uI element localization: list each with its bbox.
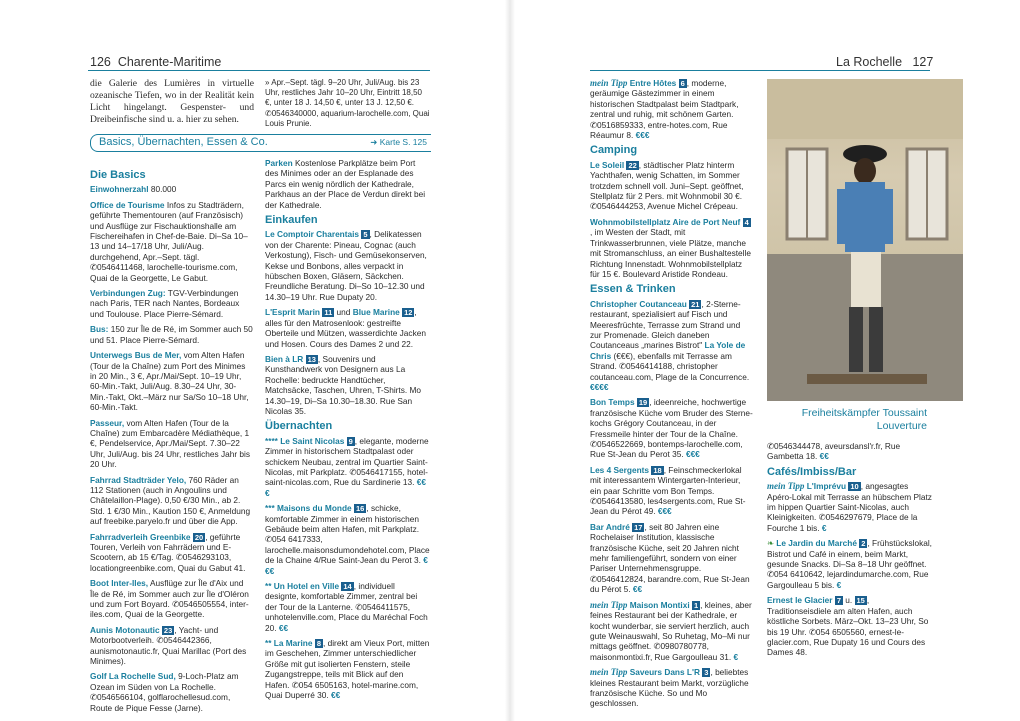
price: €€€ — [635, 130, 650, 141]
map-number-badge: 21 — [691, 299, 700, 309]
label: **** Le Saint Nicolas — [265, 435, 345, 446]
label: Fahrradverleih Greenbike — [90, 531, 191, 542]
price: €€€ — [685, 449, 700, 460]
map-number-badge: 2 — [861, 539, 866, 549]
label2: La Yole de Chris — [590, 340, 746, 361]
map-number-badge: 12 — [404, 308, 413, 318]
map-number-badge: 13 — [307, 354, 316, 364]
mein-tipp-badge: mein Tipp — [590, 599, 628, 610]
map-number-badge: 6 — [680, 79, 685, 88]
motonautic-entry — [90, 625, 253, 667]
map-reference-link[interactable]: ➜ Karte S. 125 — [370, 137, 427, 147]
text: , Yacht- und Motorbootverleih. ✆0546442366, aunismotonautic.fr, Quai Marillac (Port des Minimes). — [90, 624, 247, 667]
einkaufen-heading: Einkaufen — [265, 214, 318, 227]
label: ** La Marine — [265, 638, 313, 649]
basics-column — [90, 166, 253, 718]
text: vom Alten Hafen (Tour de la Chaîne) zum Embarcadère Médiathèque, 1 €, Pendelservice, Apr./Mai/Sept. 7.30–22 Uhr, Juli/Aug. bis 24 Uhr, restliches Jahr bis 20 Uhr. — [90, 417, 251, 470]
label: Maison Montixi — [629, 599, 690, 610]
text2: (€€€), ebenfalls mit Terrasse am Strand. ✆0546414188, christopher coutanceau.com, Plage de la Concurrence. — [590, 350, 750, 382]
statue-illustration — [767, 79, 963, 401]
book-gutter — [505, 0, 515, 721]
essen-heading: Essen & Trinken — [590, 283, 676, 296]
office-entry — [90, 200, 253, 283]
text: , Traditionseisdiele am alten Hafen, auch köstliche Sorbets. März–Okt. 13–23 Uhr, So bis 19 Uhr. ✆054 6505560, ernest-le-glacier.com, Rue Dupaty 16 und Cours des Dames 48. — [767, 595, 929, 658]
text: 150 zur Île de Ré, im Sommer auch 50 und 51. Place Pierre-Sémard. — [90, 324, 253, 345]
bus-entry — [90, 324, 253, 345]
label: Saveurs Dans L'R — [629, 667, 700, 678]
label2: Zug: — [147, 288, 166, 299]
bar-andre-entry — [590, 522, 753, 595]
price: €€ — [330, 690, 341, 701]
hotel-ville-entry — [265, 581, 430, 633]
text: , schicke, komfortable Zimmer in einem historischen Gebäude beim alten Hafen, mit Parkplatz. ✆054 6417333, larochelle.maisonsdumondehotel.com, Place de la Chaine 4/Rue Saint-Jean du Perot 3. — [265, 503, 430, 566]
label: Ernest le Glacier — [767, 595, 833, 606]
imprevu-entry — [767, 481, 932, 533]
aquarium-hours: » Apr.–Sept. tägl. 9–20 Uhr, Juli/Aug. bis 23 Uhr, restliches Jahr 10–20 Uhr, Eintritt 18,50 €, unter 18 J. 14,50 €, unter 13 J. 12,50 €. ✆0546340000, aquarium-larochelle.com, Quai Louis Prunie. — [265, 78, 430, 128]
label: Bien à LR — [265, 353, 304, 364]
cafes-column — [767, 441, 932, 663]
text: Ausflüge zur Île d'Aix und Île de Ré, im Sommer auch zur Île d'Oléron und zum Fort Boyard. ✆0546505554, inter-iles.com, Quai de la Georgette. — [90, 578, 249, 620]
text: , Delikatessen von der Charente: Pineau, Cognac (auch Verkostung), Fisch- und Gemüsekonserven, Kekse und Bonbons, alles verpackt in hübschen Boxen, Gläsern, Säckchen. Freundliche Beratung. Di–So 10–12.30 und 14.30–19 Uhr. Rue Dupaty 20. — [265, 229, 427, 302]
passeur-entry — [90, 418, 253, 470]
leaf-icon: ❧ — [767, 538, 774, 549]
label2: Blue Marine — [352, 307, 400, 318]
chapter-title-right: La Rochelle — [836, 55, 903, 69]
map-number-badge: 11 — [324, 308, 333, 318]
label: Le Comptoir Charentais — [265, 229, 360, 240]
map-number-badge: 4 — [744, 217, 749, 227]
map-number-badge: 14 — [343, 582, 352, 592]
boot-entry — [90, 578, 253, 620]
unterwegs-entry — [90, 350, 253, 412]
text: u. — [842, 595, 855, 606]
map-number-badge: 23 — [163, 625, 173, 635]
map-number-badge: 16 — [355, 504, 365, 514]
intro-paragraph: die Galerie des Lumières in virtuelle ozeanische Tiefen, wo in der Realität kein Licht hingelangt. Gespenster- und Dreibeinfische sind u. a. hier zu sehen. — [90, 78, 254, 125]
label2: La Rochelle Sud, — [108, 671, 176, 682]
label: Le Soleil — [590, 159, 625, 170]
label: Aunis Motonautic — [90, 624, 160, 635]
text: , elegante, moderne Zimmer in historischem Stadtpalast oder schickem Neubau, zentral im Quartier Saint-Nicolas, mit Parkplatz. ✆0546417155, hotel-saint-nicolas.com, Rue du Sardinerie 13. — [265, 435, 429, 488]
map-number-badge: 17 — [634, 522, 643, 532]
text: , angesagtes Apéro-Lokal mit Terrasse an hübschem Platz im hippen Quartier Saint-Nicolas, auch Kleinigkeiten. ✆0546297679, Place de la Fourche 1 bis. — [767, 481, 932, 533]
uebernachten-heading: Übernachten — [265, 420, 333, 433]
text: , Souvenirs und Kunsthandwerk von Designern aus La Rochelle: bedruckte Handtücher, Matchsäcke, Taschen, Uhren, T-Shirts. Mo 14.30–19, Di–Sa 10.30–18.30. Rue San Nicolas 35. — [265, 353, 422, 416]
value: 80.000 — [150, 184, 177, 195]
text: , im Westen der Stadt, mit Trinkwasserbrunnen, viele Plätze, manche mit Stromanschluss, an einer Bushaltestelle Richtung Innenstadt. Wohnmobilstellplatz für 15 €. Boulevard Aristide Rondeau. — [590, 227, 751, 279]
die-basics-heading: Die Basics — [90, 169, 146, 181]
esprit-entry — [265, 307, 430, 349]
text: , seit 80 Jahren eine Rochelaiser Institution, klassische französische Küche, seit 20 Jahren nicht mehr familiengeführt, sondern von einer Pariser Unternehmensgruppe. ✆0546412824, barandre.com, Rue St-Jean du Pérot 5. — [590, 521, 750, 595]
map-number-badge: 7 — [836, 596, 841, 606]
text: ✆0546344478, aveursdansl'r.fr, Rue Gambetta 18. — [767, 441, 901, 462]
price: € — [821, 522, 827, 533]
label: L'Esprit Marin — [265, 307, 320, 318]
map-number-badge: 3 — [704, 668, 709, 678]
label: L'Imprévu — [806, 481, 847, 492]
parken-entry — [265, 158, 430, 210]
verbindungen-entry — [90, 288, 253, 319]
saint-nicolas-entry — [265, 436, 430, 498]
label: Unterwegs — [90, 350, 133, 361]
label: Parken — [265, 158, 293, 168]
golf-entry — [90, 671, 253, 713]
label: Entre Hôtes — [629, 78, 677, 88]
glacier-entry — [767, 595, 932, 657]
label: Boot — [90, 578, 109, 589]
label: Les 4 Sergents — [590, 464, 650, 475]
mein-tipp-badge: mein Tipp — [590, 78, 628, 88]
text: , moderne, geräumige Gästezimmer in einem historischen Stadtpalast beim Stadtpark, zentral und ruhig, mit schönem Garten. ✆0516859333, entre-hotes.com, Rue Réaumur 8. — [590, 78, 739, 141]
label: *** Maisons du Monde — [265, 503, 352, 514]
comptoir-entry — [265, 229, 430, 302]
text: , Feinschmeckerlokal mit interessantem Wintergarten-Interieur, ein paar Schritte vom Bon Temps. ✆0546413580, les4sergents.com, Rue St-Jean du Pérot 49. — [590, 464, 746, 517]
text: , 2-Sterne-restaurant, spezialisiert auf Fisch und Meeresfrüchte, Terrasse zum Strand und zur Promenade. Gleich daneben Coutanceaus „marines Bistrot" — [590, 298, 741, 351]
wohnmobil-entry — [590, 217, 753, 279]
text: , alles für den Matrosenlook: gestreifte Oberteile und Mützen, wasserdichte Jacken und Hosen. Cours des Dames 2 und 22. — [265, 307, 426, 349]
text: , beliebtes kleines Restaurant beim Markt, vorzügliche französische Küche. So und Mo geschlossen. — [590, 667, 749, 709]
map-number-badge: 20 — [194, 532, 204, 542]
jardin-entry — [767, 538, 932, 590]
price: €€€ — [657, 506, 672, 517]
price: €€€ — [265, 555, 428, 576]
section-bar-title: Basics, Übernachten, Essen & Co. — [99, 136, 268, 148]
text: , geführte Touren, Verleih von Fahrrädern und E-Scootern, ab 15 €/Tag. ✆0546293103, locationgreenbike.com, Quai du Gabut 41. — [90, 531, 246, 573]
bon-temps-entry — [590, 397, 753, 459]
label2: Inter-Iles, — [111, 578, 149, 589]
header-rule-right — [590, 70, 930, 71]
text: , direkt am Vieux Port, mitten im Geschehen, Zimmer unterschiedlicher Größe mit gut isolierten Fenstern, steile Zugangstreppe, teils mit Blick auf den Hafen. ✆054 6505163, hotel-marine.com, Quai Duperré 30. — [265, 638, 430, 701]
map-number-badge: 22 — [628, 160, 637, 170]
map-number-badge: 18 — [653, 465, 662, 475]
label: Wohnmobilstellplatz Aire de Port Neuf — [590, 216, 741, 227]
sergents-entry — [590, 465, 753, 517]
price: €€€€ — [590, 381, 609, 392]
map-number-badge: 15 — [856, 596, 865, 606]
bien-entry — [265, 354, 430, 416]
la-marine-entry — [265, 638, 430, 700]
label: Bar André — [590, 521, 630, 532]
statue-photo — [767, 79, 963, 401]
text: Kostenlose Parkplätze beim Port des Minimes oder an der Esplanade des Parcs ein wenig nördlich der Kathedrale, Parkhaus an der Place de Verdun direkt bei der Kathedrale. — [265, 158, 426, 210]
einwohnerzahl — [90, 184, 253, 194]
camping-heading: Camping — [590, 144, 638, 157]
text: TGV-Verbindungen nach Paris, TER nach Nantes, Bordeaux und Toulouse. Place Pierre-Sémard. — [90, 288, 240, 319]
label: Le Jardin du Marché — [776, 538, 857, 549]
label: Passeur, — [90, 417, 125, 428]
fahrrad-entry — [90, 475, 253, 527]
price: € — [836, 579, 842, 590]
cafes-heading: Cafés/Imbiss/Bar — [767, 465, 857, 478]
saveurs-continued — [767, 441, 932, 462]
map-number-badge: 8 — [316, 639, 321, 649]
left-running-head — [90, 55, 221, 69]
section-bar — [90, 134, 431, 152]
text: , individuell designte, komfortable Zimmer, zentral bei der Tour de la Lanterne. ✆0546411575, unhotelenville.com, Place du Maréchal Foch 20. — [265, 581, 428, 633]
map-number-badge: 19 — [638, 398, 648, 408]
text: , städtischer Platz hinterm Yachthafen, wenig Schatten, im Sommer trotzdem schnell voll. Juni–Sept. geöffnet, Stellplatz für 2 Pers. mit Wohnmobil 30 €. ✆0546444253, Avenue Michel Crépeau. — [590, 159, 744, 212]
map-number-badge: 5 — [363, 230, 368, 240]
text: , Frühstückslokal, Bistrot und Café in einem, beim Markt, gesunde Snacks. Di–Sa 8–18 Uhr geöffnet. ✆054 6410642, lejardindumarche.com, Rue Gargoulleau 5 bis. — [767, 538, 932, 590]
text: 9-Loch-Platz am Ozean im Süden von La Rochelle. ✆0546566104, golflarochellesud.com, Route de Pique Fesse (Jarne). — [90, 671, 239, 713]
label: Verbindungen — [90, 288, 146, 299]
entre-hotes-entry — [590, 78, 753, 140]
price: €€ — [819, 451, 829, 462]
saveurs-entry — [590, 667, 753, 709]
page-number-left: 126 — [90, 55, 111, 69]
chapter-title-left: Charente-Maritime — [117, 55, 222, 69]
label: Christopher Coutanceau — [590, 298, 687, 309]
header-rule-left — [88, 70, 430, 71]
coutanceau-entry — [590, 299, 753, 393]
text: vom Alten Hafen (Tour de la Chaîne) zum Port des Minimes in 20 Min., 3 €, Apr./Mai/Sept. 10–19 Uhr, 60-Min.-Takt, Juli/Aug. 8.30–24 Uhr, 30-Min.-Takt, Okt.–März nur Sa/So 10–18 Uhr, 60-Min.-Takt. — [90, 350, 249, 413]
label: Einwohnerzahl — [90, 184, 149, 195]
greenbike-entry — [90, 532, 253, 574]
text: und — [334, 307, 353, 318]
map-number-badge: 1 — [693, 600, 699, 610]
label: Office de Tourisme — [90, 199, 165, 210]
price: €€€ — [265, 477, 426, 498]
text: Infos zu Stadträdern, geführte Thementouren (auf Französisch) und Ausflüge zur Fischauktionshalle am Fischereihafen in Chef-de-Baie. Di–Sa 10–13 und 14–17/18 Uhr, Juli/Aug. durchgehend, Apr.–Sept. tägl. ✆0546411468, larochelle-tourisme.com, Quai de la Georgette, Le Gabut. — [90, 199, 248, 283]
montixi-entry — [590, 600, 753, 662]
maisons-entry — [265, 503, 430, 576]
label2: Stadträder Yelo, — [123, 474, 187, 485]
label: Bus: — [90, 324, 109, 335]
label: Fahrrad — [90, 474, 121, 485]
price: €€ — [278, 622, 289, 633]
price: €€ — [632, 584, 643, 595]
right-page-column — [590, 78, 753, 714]
map-number-badge: 9 — [348, 436, 353, 446]
text: , kleines, aber feines Restaurant bei der Kathedrale, er kocht wunderbar, sie serviert herzlich, auch gute Weinauswahl, So Ruhetag, Mo–Mi nur mittags geöffnet. ✆0980780778, maisonmontixi.fr, Rue Gargoulleau 31. — [590, 599, 752, 662]
mein-tipp-badge: mein Tipp — [767, 481, 805, 492]
price: € — [733, 651, 739, 662]
map-number-badge: 10 — [850, 482, 859, 492]
page-number-right: 127 — [912, 55, 934, 69]
text: 760 Räder an 112 Stationen (auch in Angoulins und Châtelaillon-Plage). 0,50 €/30 Min., ab 2. Std. 1 €/30 Min., Kaution 150 €, Anmeldung auf freebike.paryelo.fr und über die App. — [90, 474, 251, 527]
mein-tipp-badge: mein Tipp — [590, 667, 628, 678]
text: , ideenreiche, hochwertige französische Küche vom Bruder des Sterne-kochs Grégory Coutanceau, in der Fressmeile hinter der Tour de la Chaîne. ✆0546522669, bontemps-larochelle.com, Rue St-Jean du Perot 35. — [590, 397, 753, 460]
label: Bon Temps — [590, 397, 635, 408]
soleil-entry — [590, 160, 753, 212]
label2: Bus de Mer, — [134, 350, 182, 361]
photo-caption: Freiheitskämpfer Toussaint Louverture — [801, 407, 927, 432]
left-page — [0, 0, 508, 721]
listings-column — [265, 158, 430, 706]
right-running-head — [836, 55, 933, 69]
label: ** Un Hotel en Ville — [265, 581, 340, 592]
label: Golf — [90, 671, 107, 682]
